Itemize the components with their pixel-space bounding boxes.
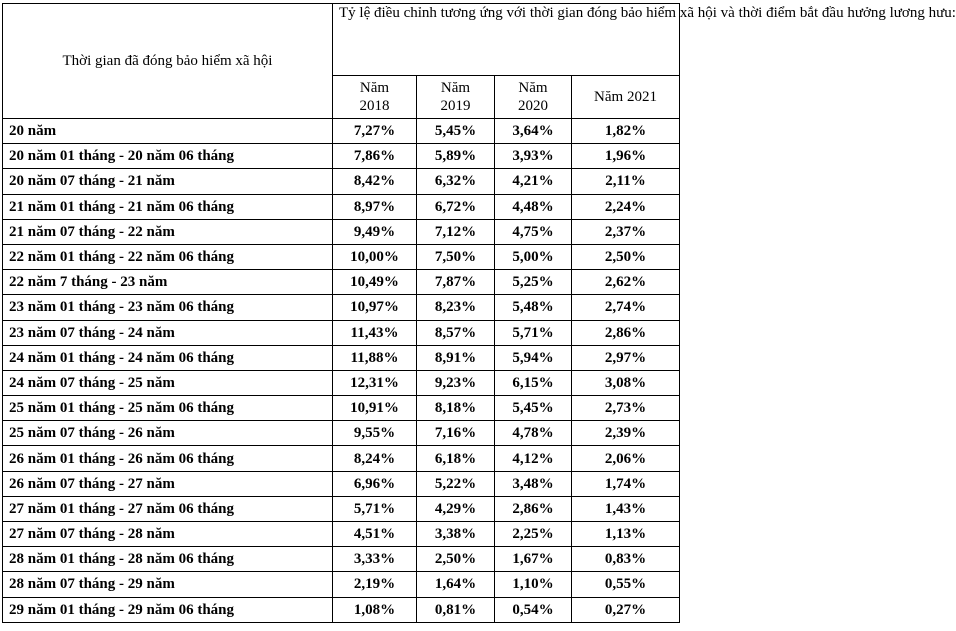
table-row: [3, 421, 680, 446]
table-row: [3, 396, 680, 421]
rate-cell: 7,12%: [417, 219, 495, 244]
rate-cell: 2,97%: [572, 345, 680, 370]
rate-cell: 5,94%: [495, 345, 572, 370]
rate-cell: 2,62%: [572, 270, 680, 295]
rate-cell: 4,51%: [333, 522, 417, 547]
rate-cell: 2,86%: [495, 496, 572, 521]
rate-cell: 1,96%: [572, 144, 680, 169]
period-cell: 29 năm 01 tháng - 29 năm 06 tháng: [3, 597, 333, 622]
rate-cell: 4,78%: [495, 421, 572, 446]
rate-cell: 5,45%: [495, 396, 572, 421]
period-cell: 26 năm 07 tháng - 27 năm: [3, 471, 333, 496]
table-row: [3, 522, 680, 547]
period-cell: 20 năm 07 tháng - 21 năm: [3, 169, 333, 194]
rate-cell: 8,57%: [417, 320, 495, 345]
rate-cell: 1,67%: [495, 547, 572, 572]
rate-cell: 1,08%: [333, 597, 417, 622]
table-row: [3, 169, 680, 194]
rate-cell: 10,91%: [333, 396, 417, 421]
period-column-header: Thời gian đã đóng bảo hiểm xã hội: [3, 4, 333, 119]
rate-cell: 3,64%: [495, 119, 572, 144]
period-cell: 27 năm 07 tháng - 28 năm: [3, 522, 333, 547]
rate-cell: 2,24%: [572, 194, 680, 219]
period-cell: 25 năm 01 tháng - 25 năm 06 tháng: [3, 396, 333, 421]
rate-cell: 3,38%: [417, 522, 495, 547]
rate-cell: 9,49%: [333, 219, 417, 244]
period-cell: 26 năm 01 tháng - 26 năm 06 tháng: [3, 446, 333, 471]
rate-cell: 7,87%: [417, 270, 495, 295]
rate-cell: 8,24%: [333, 446, 417, 471]
table-row: [3, 320, 680, 345]
rate-cell: 2,50%: [572, 244, 680, 269]
rate-cell: 7,16%: [417, 421, 495, 446]
table-row: [3, 370, 680, 395]
rate-cell: 2,50%: [417, 547, 495, 572]
rate-cell: 7,27%: [333, 119, 417, 144]
rate-cell: 5,89%: [417, 144, 495, 169]
header-row: [3, 4, 680, 76]
period-cell: 21 năm 07 tháng - 22 năm: [3, 219, 333, 244]
rate-cell: 4,29%: [417, 496, 495, 521]
rate-cell: 1,64%: [417, 572, 495, 597]
rate-cell: 5,22%: [417, 471, 495, 496]
rate-cell: 3,48%: [495, 471, 572, 496]
rate-cell: 2,11%: [572, 169, 680, 194]
table-row: [3, 547, 680, 572]
table-row: [3, 144, 680, 169]
rate-cell: 10,00%: [333, 244, 417, 269]
rate-cell: 6,72%: [417, 194, 495, 219]
table-row: [3, 194, 680, 219]
rate-cell: 4,75%: [495, 219, 572, 244]
period-cell: 21 năm 01 tháng - 21 năm 06 tháng: [3, 194, 333, 219]
rate-cell: 2,73%: [572, 396, 680, 421]
period-cell: 20 năm: [3, 119, 333, 144]
table-row: [3, 295, 680, 320]
rate-cell: 0,55%: [572, 572, 680, 597]
rate-cell: 2,39%: [572, 421, 680, 446]
table-row: [3, 572, 680, 597]
rate-cell: 12,31%: [333, 370, 417, 395]
rate-cell: 3,93%: [495, 144, 572, 169]
period-cell: 22 năm 01 tháng - 22 năm 06 tháng: [3, 244, 333, 269]
rate-cell: 4,12%: [495, 446, 572, 471]
year-header-2018: Năm 2018: [333, 76, 417, 119]
rate-cell: 10,49%: [333, 270, 417, 295]
rate-cell: 7,86%: [333, 144, 417, 169]
rate-cell: 6,32%: [417, 169, 495, 194]
period-cell: 20 năm 01 tháng - 20 năm 06 tháng: [3, 144, 333, 169]
period-cell: 23 năm 01 tháng - 23 năm 06 tháng: [3, 295, 333, 320]
rate-cell: 5,71%: [495, 320, 572, 345]
rate-cell: 8,18%: [417, 396, 495, 421]
rate-cell: 3,33%: [333, 547, 417, 572]
period-cell: 25 năm 07 tháng - 26 năm: [3, 421, 333, 446]
year-header-2019: Năm 2019: [417, 76, 495, 119]
rate-cell: 8,42%: [333, 169, 417, 194]
rate-cell: 8,97%: [333, 194, 417, 219]
rate-cell: 1,74%: [572, 471, 680, 496]
adjustment-group-header: Tỷ lệ điều chỉnh tương ứng với thời gian đóng bảo hiểm xã hội và thời điểm bắt đầu hưởng lương hưu:: [333, 4, 680, 76]
rate-cell: 11,43%: [333, 320, 417, 345]
table-row: [3, 597, 680, 622]
table-row: [3, 345, 680, 370]
rate-cell: 9,55%: [333, 421, 417, 446]
rate-cell: 5,48%: [495, 295, 572, 320]
period-cell: 22 năm 7 tháng - 23 năm: [3, 270, 333, 295]
rate-cell: 8,91%: [417, 345, 495, 370]
rate-cell: 5,00%: [495, 244, 572, 269]
rate-cell: 0,27%: [572, 597, 680, 622]
table-row: [3, 446, 680, 471]
period-cell: 24 năm 07 tháng - 25 năm: [3, 370, 333, 395]
table-row: [3, 219, 680, 244]
rate-cell: 6,18%: [417, 446, 495, 471]
rate-cell: 5,25%: [495, 270, 572, 295]
rate-cell: 5,71%: [333, 496, 417, 521]
rate-cell: 5,45%: [417, 119, 495, 144]
rate-cell: 6,15%: [495, 370, 572, 395]
rate-cell: 0,83%: [572, 547, 680, 572]
rate-cell: 2,19%: [333, 572, 417, 597]
rate-cell: 0,54%: [495, 597, 572, 622]
rate-cell: 2,25%: [495, 522, 572, 547]
rate-cell: 4,48%: [495, 194, 572, 219]
rate-cell: 2,37%: [572, 219, 680, 244]
year-header-2020: Năm 2020: [495, 76, 572, 119]
period-cell: 23 năm 07 tháng - 24 năm: [3, 320, 333, 345]
period-cell: 24 năm 01 tháng - 24 năm 06 tháng: [3, 345, 333, 370]
rate-cell: 9,23%: [417, 370, 495, 395]
rate-cell: 2,74%: [572, 295, 680, 320]
pension-adjustment-table: [2, 3, 956, 623]
rate-cell: 8,23%: [417, 295, 495, 320]
year-header-2021: Năm 2021: [572, 76, 680, 119]
rate-cell: 1,82%: [572, 119, 680, 144]
rate-cell: 11,88%: [333, 345, 417, 370]
rate-cell: 1,10%: [495, 572, 572, 597]
rate-cell: 0,81%: [417, 597, 495, 622]
table-row: [3, 471, 680, 496]
table-row: [3, 244, 680, 269]
rate-cell: 1,43%: [572, 496, 680, 521]
rate-cell: 6,96%: [333, 471, 417, 496]
period-cell: 28 năm 01 tháng - 28 năm 06 tháng: [3, 547, 333, 572]
rate-cell: 10,97%: [333, 295, 417, 320]
table-body: [3, 119, 680, 623]
period-cell: 28 năm 07 tháng - 29 năm: [3, 572, 333, 597]
period-cell: 27 năm 01 tháng - 27 năm 06 tháng: [3, 496, 333, 521]
table-row: [3, 119, 680, 144]
table-row: [3, 496, 680, 521]
rate-cell: 4,21%: [495, 169, 572, 194]
rate-cell: 2,06%: [572, 446, 680, 471]
table-row: [3, 270, 680, 295]
rate-cell: 1,13%: [572, 522, 680, 547]
rate-cell: 3,08%: [572, 370, 680, 395]
rate-cell: 2,86%: [572, 320, 680, 345]
rate-cell: 7,50%: [417, 244, 495, 269]
